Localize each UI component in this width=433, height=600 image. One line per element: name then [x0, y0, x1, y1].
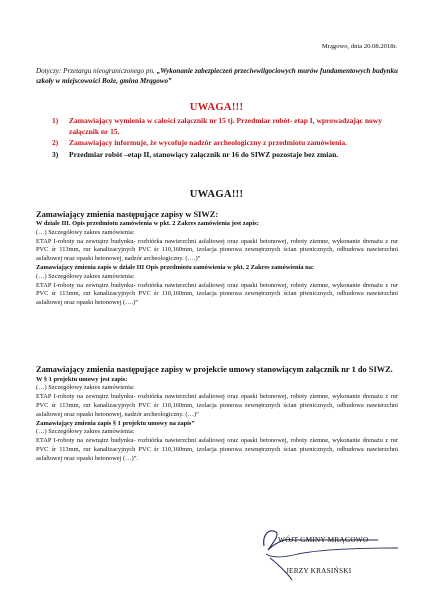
siwz-current-intro: (…) Szczegółowy zakres zamówienia: — [36, 228, 135, 236]
regarding-text: Przetargu nieograniczonego pn. — [61, 67, 157, 75]
contract-changes-section — [36, 365, 398, 464]
notice-list — [52, 116, 402, 161]
signature-name: JERZY KRASIŃSKI — [286, 566, 352, 575]
notice-item — [52, 150, 402, 161]
notice-text: Zamawiający informuje, że wycofuje nadzór archeologiczny z przedmiotu zamówienia. — [69, 138, 348, 148]
tender-title: „Wykonanie zabezpieczeń przeciwwilgociowych murów fundamentowych budynku szkoły w miejscowości Boże, gmina Mrągowo” — [36, 67, 398, 86]
contract-current-text: ETAP I-roboty na zewnątrz budynku- rozbiórka nawierzchni asfaltowej oraz opaski betonowej, roboty ziemne, wykonanie drenażu z rur PVC śr 113mm, rur kanalizacyjnych PVC śr 110,160mm, izolacja pionowa zewnętrznych ścian piwnicznych, odbudowa nawierzchni asfaltowej oraz opaski betonowej, nadzór archeologiczny. (…)” — [36, 393, 398, 418]
notice-number: 2) — [52, 138, 59, 148]
signature-title: WÓJT GMINY MRĄGOWO — [278, 535, 369, 544]
regarding-paragraph — [36, 66, 398, 87]
document-date: Mrągowo, dnia 20.08.2018r. — [321, 43, 397, 50]
contract-new-text: ETAP I-roboty na zewnątrz budynku- rozbiórka nawierzchni asfaltowej oraz opaski betonowej, roboty ziemne, wykonanie drenażu z rur PVC śr 113mm, rur kanalizacyjnych PVC śr 110,160mm, izolacja pionowa zewnętrznych ścian piwnicznych, odbudowa nawierzchni asfaltowej oraz opaski betonowej (…)”. — [36, 437, 398, 462]
uwaga-heading-black: UWAGA!!! — [189, 189, 244, 200]
handwritten-signature — [258, 524, 418, 584]
signature-stamp — [258, 524, 418, 584]
siwz-section-heading: Zamawiający zmienia następujące zapisy w SIWZ: — [36, 210, 219, 219]
notice-text: Zamawiający wymienia w całości załącznik nr 15 tj. Przedmiar robót- etap I, wprowadzając nowy załącznik nr 15. — [69, 116, 382, 136]
siwz-change-label: Zamawiający zmienia zapis w dziale III Opis przedmiotu zamówienia w pkt. 2 Zakres zamówienia na: — [36, 263, 315, 271]
notice-number: 3) — [52, 149, 59, 159]
notice-text: Przedmiar robót –etap II, stanowiący załącznik nr 16 do SIWZ pozostaje bez zmian. — [69, 149, 339, 159]
uwaga-heading-red: UWAGA!!! — [189, 102, 244, 113]
contract-change-label: Zamawiający zmienia zapis § 1 projektu umowy na zapis” — [36, 419, 195, 427]
contract-current-intro: (…) Szczegółowy zakres zamówienia: — [36, 384, 135, 392]
siwz-current-text: ETAP I-roboty na zewnątrz budynku- rozbiórka nawierzchni asfaltowej oraz opaski betonowej, roboty ziemne, wykonanie drenażu z rur PVC śr 113mm, rur kanalizacyjnych PVC śr 110,160mm, izolacja pionowa zewnętrznych ścian piwnicznych, odbudowa nawierzchni asfaltowej oraz opaski betonowej, nadzór archeologiczny. (….)” — [36, 237, 398, 263]
notice-number: 1) — [52, 116, 59, 125]
notice-item — [52, 138, 402, 149]
contract-current-label: W § 1 projektu umowy jest zapis: — [36, 375, 128, 383]
siwz-current-label: W dziale III. Opis przedmiotu zamówienia w pkt. 2 Zakres zamówienia jest zapis: — [36, 220, 259, 227]
siwz-new-intro: (…) Szczegółowy zakres zamówienia: — [36, 272, 135, 280]
regarding-label: Dotyczy: — [36, 67, 62, 75]
contract-section-heading: Zamawiający zmienia następujące zapisy w projekcie umowy stanowiącym załącznik nr 1 do SIWZ. — [36, 365, 393, 374]
siwz-changes-section — [36, 209, 398, 308]
siwz-new-text: ETAP I-roboty na zewnątrz budynku- rozbiórka nawierzchni asfaltowej oraz opaski betonowej, roboty ziemne, wykonanie drenażu z rur PVC śr 113mm, rur kanalizacyjnych PVC śr 110,160mm, izolacja pionowa zewnętrznych ścian piwnicznych, odbudowa nawierzchni asfaltowej oraz opaski betonowej (….)” — [36, 281, 398, 307]
notice-item — [52, 116, 402, 137]
contract-new-intro: (…) Szczegółowy zakres zamówienia: — [36, 428, 135, 436]
